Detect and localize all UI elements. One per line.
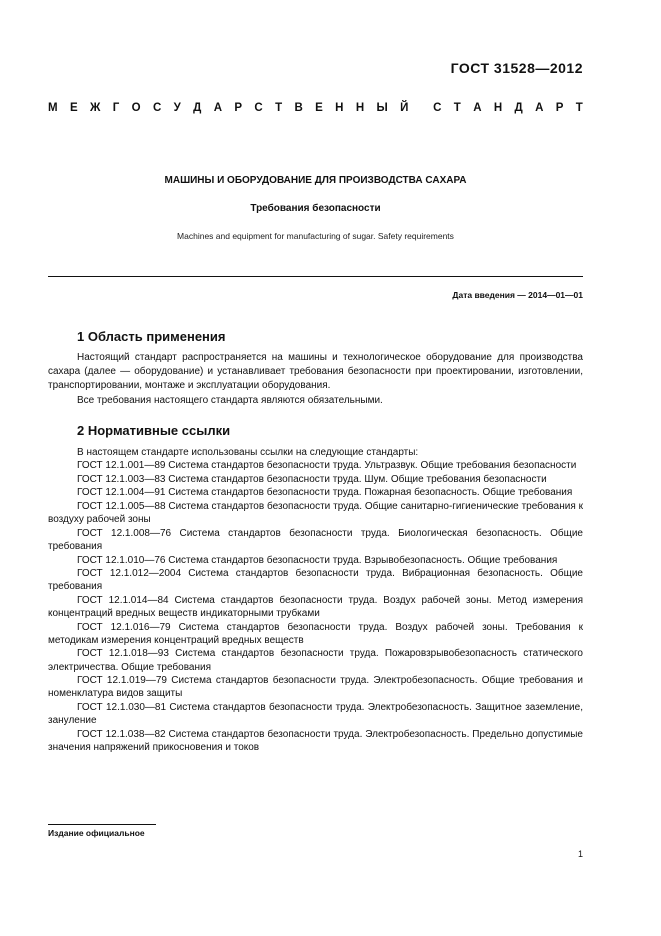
banner-letter: Ы: [376, 102, 388, 114]
banner-letter: Т: [575, 102, 583, 114]
reference-item: ГОСТ 12.1.019—79 Система стандартов безопасности труда. Электробезопасность. Общие требования и номенклатура видов защиты: [48, 675, 583, 700]
reference-item: ГОСТ 12.1.008—76 Система стандартов безопасности труда. Биологическая безопасность. Общие требования: [48, 527, 583, 553]
reference-item: ГОСТ 12.1.005—88 Система стандартов безопасности труда. Общие санитарно-гигиенические требования к воздуху рабочей зоны: [48, 500, 583, 526]
banner-letter: Т: [275, 102, 283, 114]
reference-item: ГОСТ 12.1.018—93 Система стандартов безопасности труда. Пожаровзрывобезопасность статического электричества. Общие требования: [48, 648, 583, 673]
reference-item: ГОСТ 12.1.030—81 Система стандартов безопасности труда. Электробезопасность. Защитное заземление, зануление: [48, 701, 583, 727]
banner-letter: В: [294, 102, 303, 114]
banner-letter: Н: [493, 102, 503, 114]
reference-item: ГОСТ 12.1.016—79 Система стандартов безопасности труда. Воздух рабочей зоны. Требования к методикам измерения концентраций вредных веществ: [48, 621, 583, 646]
standard-number: ГОСТ 31528—2012: [450, 60, 583, 76]
banner-letter: Г: [112, 102, 120, 114]
reference-item: ГОСТ 12.1.001—89 Система стандартов безопасности труда. Ультразвук. Общие требования безопасности: [77, 460, 577, 472]
reference-item: ГОСТ 12.1.004—91 Система стандартов безопасности труда. Пожарная безопасность. Общие требования: [77, 487, 573, 499]
banner-letter: Р: [555, 102, 564, 114]
banner-letter: А: [473, 102, 482, 114]
reference-item: ГОСТ 12.1.012—2004 Система стандартов безопасности труда. Вибрационная безопасность. Общие требования: [48, 567, 583, 593]
section-1-body: [48, 351, 583, 408]
introduction-date: Дата введения — 2014—01—01: [452, 290, 583, 300]
banner-letter: Е: [69, 102, 78, 114]
banner-letter: Д: [514, 102, 523, 114]
header-divider: [48, 276, 583, 277]
paragraph: Настоящий стандарт распространяется на машины и технологическое оборудование для производства сахара (далее — оборудование) и устанавливает требования безопасности при проектировании, изготовлении, транспортировании, монтаже и эксплуатации оборудования.: [48, 352, 583, 392]
section-1-heading: 1 Область применения: [77, 329, 226, 344]
reference-item: ГОСТ 12.1.038—82 Система стандартов безопасности труда. Электробезопасность. Предельно допустимые значения напряжений прикосновения и токов: [48, 728, 583, 753]
document-title-english: Machines and equipment for manufacturing of sugar. Safety requirements: [177, 231, 454, 241]
reference-item: ГОСТ 12.1.003—83 Система стандартов безопасности труда. Шум. Общие требования безопасности: [77, 473, 547, 485]
banner-letter: С: [254, 102, 263, 114]
interstate-standard-banner: [48, 102, 583, 114]
banner-letter: Н: [355, 102, 365, 114]
footer-divider: [48, 824, 156, 825]
reference-item: ГОСТ 12.1.014—84 Система стандартов безопасности труда. Воздух рабочей зоны. Метод измерения концентраций вредных веществ индикаторными трубками: [48, 594, 583, 620]
banner-letter: А: [213, 102, 223, 114]
banner-letter: Й: [400, 102, 409, 114]
banner-letter: О: [131, 102, 141, 114]
references-intro: В настоящем стандарте использованы ссылки на следующие стандарты:: [77, 447, 419, 458]
section-2-heading: 2 Нормативные ссылки: [77, 423, 231, 438]
banner-letter: М: [48, 102, 58, 114]
banner-letter: С: [433, 102, 442, 114]
document-subtitle: Требования безопасности: [250, 203, 381, 214]
official-edition-label: Издание официальное: [48, 828, 145, 838]
banner-letter: С: [152, 102, 162, 114]
page-number: 1: [577, 849, 583, 859]
normative-references-list: [48, 446, 583, 754]
banner-letter: Ж: [89, 102, 101, 114]
paragraph: Все требования настоящего стандарта являются обязательными.: [77, 394, 383, 406]
banner-letter: Е: [315, 102, 323, 114]
banner-letter: Т: [453, 102, 461, 114]
banner-letter: А: [535, 102, 544, 114]
banner-letter: У: [173, 102, 181, 114]
banner-letter: Д: [193, 102, 202, 114]
banner-letter: Н: [335, 102, 344, 114]
reference-item: ГОСТ 12.1.010—76 Система стандартов безопасности труда. Взрывобезопасность. Общие требования: [77, 554, 558, 566]
banner-letter: Р: [234, 102, 243, 114]
document-title: МАШИНЫ И ОБОРУДОВАНИЕ ДЛЯ ПРОИЗВОДСТВА САХАРА: [164, 175, 467, 186]
